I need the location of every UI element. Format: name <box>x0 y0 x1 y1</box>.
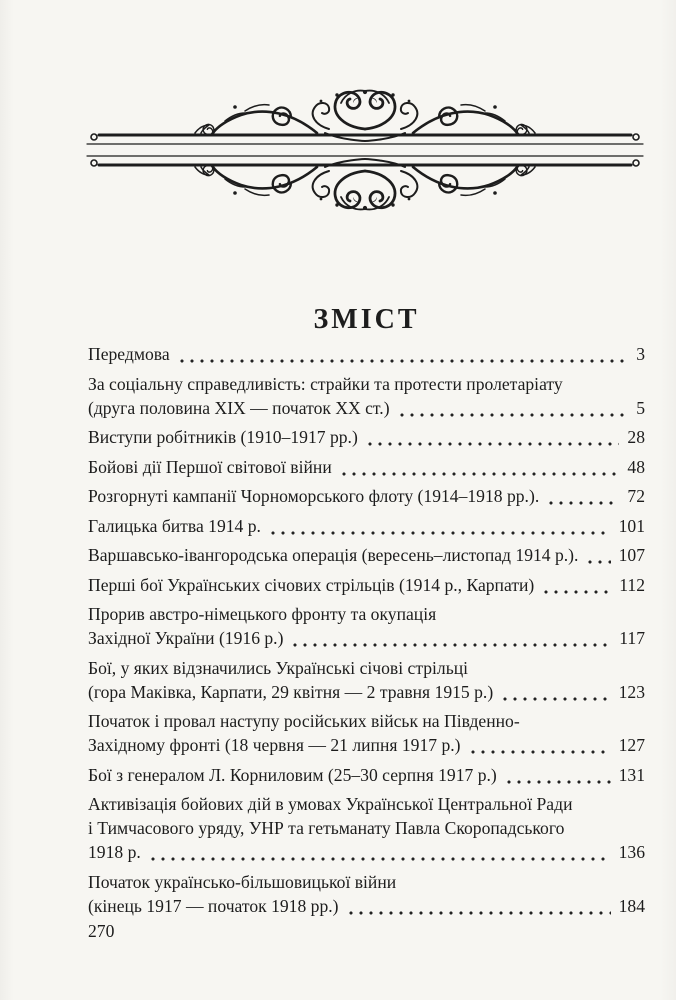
toc-entry-last-line <box>88 484 645 508</box>
dot-leader <box>468 733 611 757</box>
toc-entry-last-line <box>88 894 645 918</box>
toc-entry-page-number: 127 <box>618 735 645 755</box>
toc-entry-title: Західної України (1916 р.) <box>88 628 284 648</box>
dot-leader <box>148 840 611 864</box>
toc-entry-last-line <box>88 763 645 787</box>
dot-leader <box>546 484 619 508</box>
toc-entry <box>88 372 645 420</box>
toc-entry-line: Активізація бойових дій в умовах Української Центральної Ради <box>88 794 573 814</box>
toc-entry-title: Бойові дії Першої світової війни <box>88 456 332 477</box>
dot-leader <box>290 626 611 650</box>
toc-entry-title: (друга половина XIX — початок XX ст.) <box>88 397 390 418</box>
toc-entry-last-line <box>88 840 645 864</box>
toc-entry-title: Бої з генералом Л. Корниловим (25–30 серпня 1917 р.) <box>88 764 497 785</box>
toc-entry-page-number: 48 <box>627 456 645 477</box>
toc-entry-line: Прорив австро-німецького фронту та окупація <box>88 604 437 624</box>
dot-leader <box>541 573 611 597</box>
toc-entry-title: Передмова <box>88 344 170 364</box>
toc-entry-page-number: 131 <box>618 764 645 785</box>
toc-entry-page-number: 28 <box>627 427 645 447</box>
toc-entry-line: Початок і провал наступу російських військ на Південно- <box>88 711 520 731</box>
toc-entry-last-line <box>88 514 645 538</box>
toc-entry <box>88 455 645 479</box>
toc-entry-line: Бої, у яких відзначились Українські січові стрільці <box>88 657 469 678</box>
dot-leader <box>346 894 611 918</box>
engraved-flourish-divider-icon <box>85 87 645 213</box>
toc-entry <box>88 514 645 538</box>
toc-entry <box>88 602 645 650</box>
toc-entry-title: (гора Маківка, Карпати, 29 квітня — 2 травня 1915 р.) <box>88 681 494 702</box>
toc-entry <box>88 792 645 864</box>
toc-entry-line: Початок українсько-більшовицької війни <box>88 871 397 892</box>
toc-entry-page-number: 184 <box>618 895 645 916</box>
toc-entry-last-line <box>88 680 645 704</box>
toc-list <box>88 342 645 923</box>
toc-entry-page-number: 112 <box>619 574 645 595</box>
toc-entry-title: Галицька битва 1914 р. <box>88 515 261 536</box>
toc-entry-title: Розгорнуті кампанії Чорноморського флоту (1914–1918 рр.). <box>88 486 540 506</box>
toc-entry <box>88 425 645 449</box>
toc-entry-title: Виступи робітників (1910–1917 рр.) <box>88 427 358 447</box>
page-title: ЗМІСТ <box>313 303 420 335</box>
toc-entry-last-line <box>88 733 645 757</box>
toc-entry-title: 1918 р. <box>88 842 141 862</box>
dot-leader <box>504 763 611 787</box>
dot-leader <box>268 514 611 538</box>
toc-entry-title: Варшавсько-івангородська операція (вересень–листопад 1914 р.). <box>88 545 579 565</box>
toc-entry <box>88 656 645 704</box>
toc-entry-line: За соціальну справедливість: страйки та протести пролетаріату <box>88 373 563 394</box>
toc-entry-page-number: 3 <box>636 344 645 364</box>
toc-entry-last-line <box>88 626 645 650</box>
folio-page-number: 270 <box>88 921 115 941</box>
dot-leader <box>585 543 610 567</box>
toc-entry-last-line <box>88 425 645 449</box>
toc-entry-last-line <box>88 455 645 479</box>
dot-leader <box>397 396 629 420</box>
toc-entry <box>88 709 645 757</box>
toc-entry-line: і Тимчасового уряду, УНР та гетьманату Павла Скоропадського <box>88 818 565 838</box>
toc-entry-page-number: 136 <box>618 842 645 862</box>
dot-leader <box>365 425 620 449</box>
toc-entry <box>88 543 645 567</box>
toc-entry-title: (кінець 1917 — початок 1918 рр.) <box>88 895 339 916</box>
dot-leader <box>339 455 620 479</box>
toc-entry-page-number: 72 <box>627 486 645 506</box>
toc-entry-last-line <box>88 573 645 597</box>
toc-entry-page-number: 123 <box>618 681 645 702</box>
toc-entry-title: Перші бої Українських січових стрільців (1914 р., Карпати) <box>88 574 535 595</box>
toc-entry <box>88 342 645 366</box>
dot-leader <box>500 680 610 704</box>
toc-entry-last-line <box>88 543 645 567</box>
toc-entry-page-number: 117 <box>619 628 645 648</box>
toc-entry <box>88 484 645 508</box>
toc-entry-title: Західному фронті (18 червня — 21 липня 1917 р.) <box>88 735 461 755</box>
toc-entry-last-line <box>88 342 645 366</box>
toc-entry <box>88 763 645 787</box>
toc-entry-page-number: 107 <box>618 545 645 565</box>
ornament-rules <box>87 134 643 166</box>
toc-entry-last-line <box>88 396 645 420</box>
toc-entry <box>88 573 645 597</box>
dot-leader <box>177 342 629 366</box>
toc-entry <box>88 870 645 918</box>
toc-entry-page-number: 101 <box>618 515 645 536</box>
toc-entry-page-number: 5 <box>636 397 645 418</box>
